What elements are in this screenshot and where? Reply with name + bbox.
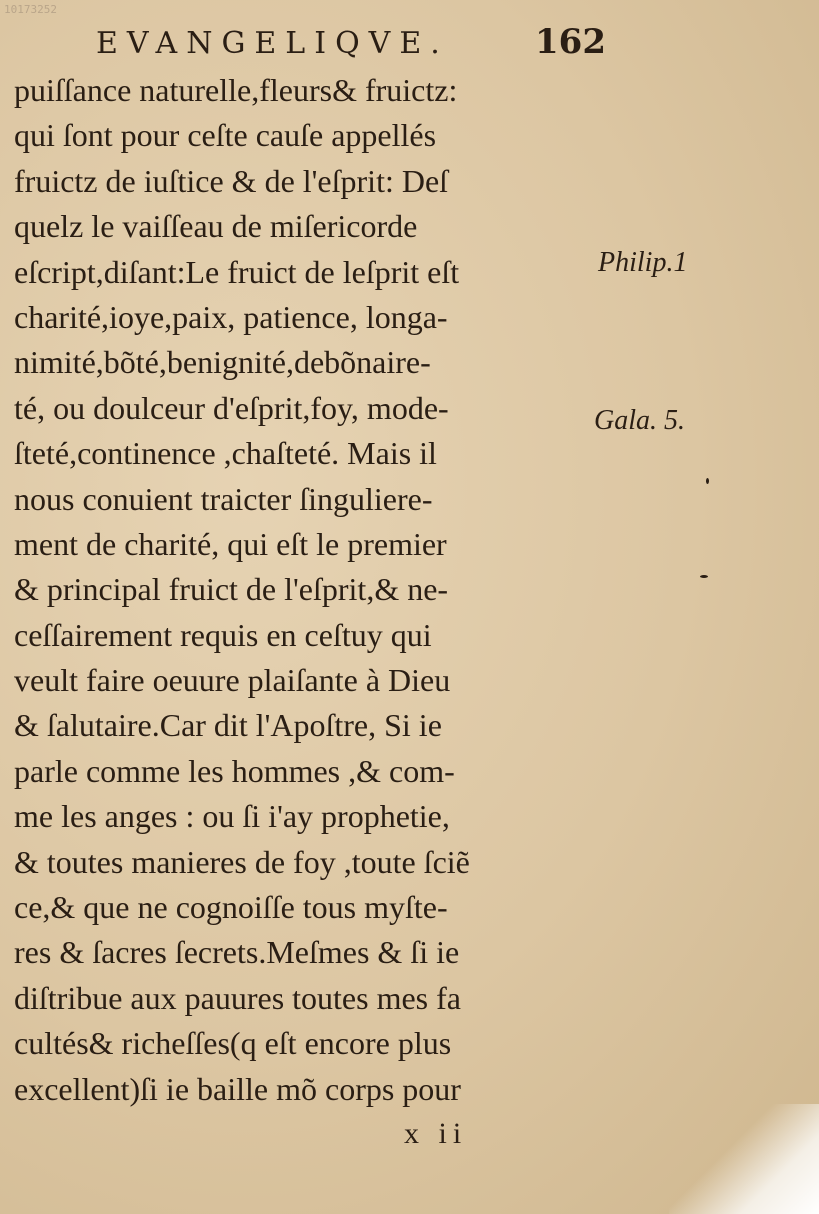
text-line: & principal fruict de l'eſprit,& ne- <box>14 571 449 608</box>
text-line: veult faire oeuure plaiſante à Dieu <box>14 662 451 699</box>
text-line: ceſſairement requis en ceſtuy qui <box>14 616 432 653</box>
text-line: diſtribue aux pauures toutes mes fa <box>14 979 461 1016</box>
text-line: charité,ioye,paix, patience, longa- <box>14 298 448 335</box>
text-line: me les anges : ou ſi i'ay prophetie, <box>14 798 450 835</box>
text-line: fruictz de iuſtice & de l'eſprit: Deſ <box>14 162 449 199</box>
ink-fleck <box>700 575 708 578</box>
page-header <box>96 20 616 66</box>
text-line: ment de charité, qui eſt le premier <box>14 525 447 562</box>
page-number: 162 <box>535 22 606 62</box>
page-corner-stain <box>669 1104 819 1214</box>
text-line: té, ou doulceur d'eſprit,foy, mode- <box>14 389 449 426</box>
text-line: ce,& que ne cognoiſſe tous myſte- <box>14 889 448 926</box>
text-line: nimité,bõté,benignité,debõnaire- <box>14 344 431 381</box>
text-line: ſteté,continence ,chaſteté. Mais il <box>14 435 437 472</box>
text-line: excellent)ſi ie baille mõ corps pour <box>14 1070 461 1107</box>
margin-note-philippians: Philip.1 <box>598 247 688 278</box>
text-line: parle comme les hommes ,& com- <box>14 752 455 789</box>
signature-mark: x ii <box>404 1117 468 1150</box>
text-line: cultés& richeſſes(q eſt encore plus <box>14 1025 452 1062</box>
library-id: 10173252 <box>4 3 57 16</box>
text-line: & ſalutaire.Car dit l'Apoſtre, Si ie <box>14 707 442 744</box>
text-line: & toutes manieres de foy ,toute ſciẽ <box>14 843 470 880</box>
text-line: res & ſacres ſecrets.Meſmes & ſi ie <box>14 934 460 971</box>
running-title: EVANGELIQVE. <box>96 26 449 61</box>
margin-note-galatians: Gala. 5. <box>594 405 685 436</box>
text-line: quelz le vaiſſeau de miſericorde <box>14 208 418 245</box>
text-line: qui ſont pour ceſte cauſe appellés <box>14 117 437 154</box>
text-line: eſcript,diſant:Le fruict de leſprit eſt <box>14 253 460 290</box>
ink-fleck <box>706 478 709 484</box>
body-text <box>14 68 604 1112</box>
text-line: puiſſance naturelle,fleurs& fruictz: <box>14 72 458 108</box>
text-line: nous conuient traicter ſinguliere- <box>14 480 433 517</box>
